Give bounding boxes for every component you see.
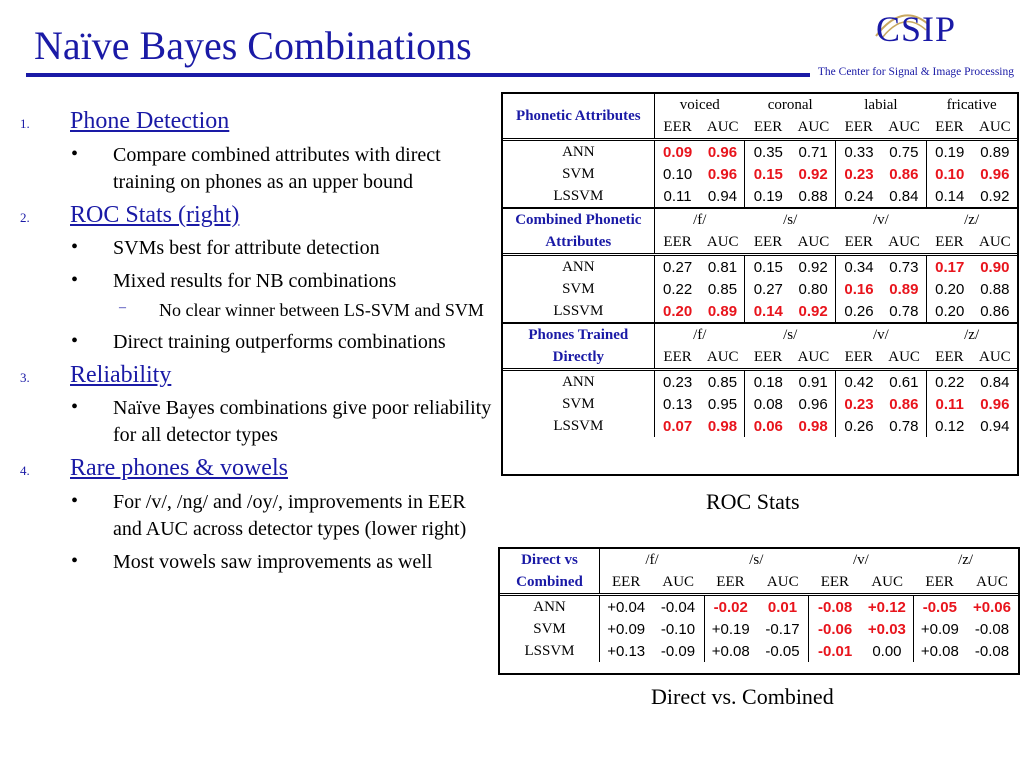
row-label: LSSVM bbox=[503, 300, 654, 323]
bullet-text: Most vowels saw improvements as well bbox=[113, 550, 433, 573]
bullet-item bbox=[20, 142, 498, 196]
roc-stats-table bbox=[503, 94, 1017, 437]
table-cell: 0.92 bbox=[791, 163, 835, 185]
table-cell: 0.20 bbox=[654, 300, 700, 323]
table-cell: 0.14 bbox=[745, 300, 791, 323]
table-row bbox=[503, 278, 1017, 300]
row-label: LSSVM bbox=[503, 415, 654, 437]
group-header: fricative bbox=[946, 96, 997, 113]
table-row bbox=[500, 618, 1018, 640]
outline-heading-text: Reliability bbox=[70, 361, 172, 388]
table-cell: 0.34 bbox=[844, 258, 874, 276]
table-cell: +0.08 bbox=[920, 642, 959, 660]
table-cell: 0.94 bbox=[701, 185, 745, 208]
table-cell: 0.19 bbox=[745, 185, 791, 208]
outline-number: 3. bbox=[20, 369, 30, 385]
sub-header: AUC bbox=[791, 346, 835, 370]
table-cell: +0.13 bbox=[607, 642, 646, 660]
table-cell: 0.26 bbox=[836, 300, 882, 323]
table-cell: 0.71 bbox=[791, 140, 835, 164]
sub-header: EER bbox=[809, 571, 862, 595]
outline-heading-text: Phone Detection bbox=[70, 108, 230, 134]
row-label: SVM bbox=[503, 393, 654, 415]
title-underline bbox=[26, 73, 810, 77]
row-label: ANN bbox=[500, 595, 599, 619]
group-header: coronal bbox=[767, 96, 813, 113]
table-cell: +0.19 bbox=[711, 620, 750, 638]
table-cell: 0.06 bbox=[753, 417, 783, 435]
bullet-dot-icon: • bbox=[71, 549, 79, 572]
outline-number: 4. bbox=[20, 463, 30, 479]
sub-header: EER bbox=[836, 116, 882, 140]
bullet-item bbox=[20, 268, 498, 295]
table-cell: 0.10 bbox=[663, 165, 693, 183]
bullet-dot-icon: • bbox=[71, 142, 79, 165]
table-cell: 0.15 bbox=[753, 258, 783, 276]
group-header: /v/ bbox=[873, 326, 889, 343]
group-header: voiced bbox=[679, 96, 720, 113]
table-cell: 0.09 bbox=[663, 143, 693, 161]
bullet-item bbox=[20, 489, 498, 543]
bullet-dot-icon: • bbox=[71, 329, 79, 352]
outline-heading-text: Rare phones & vowels bbox=[70, 455, 288, 482]
group-header: /f/ bbox=[645, 551, 659, 568]
logo-mark: CSIP bbox=[876, 9, 957, 49]
group-header: /z/ bbox=[964, 326, 980, 343]
sub-header: AUC bbox=[882, 346, 926, 370]
table-cell: 0.27 bbox=[753, 280, 783, 298]
direct-vs-combined-caption: Direct vs. Combined bbox=[651, 684, 834, 709]
table-cell: 0.95 bbox=[701, 393, 745, 415]
table-cell: 0.27 bbox=[663, 258, 693, 276]
table-cell: 0.11 bbox=[935, 395, 964, 413]
table-cell: +0.09 bbox=[920, 620, 959, 638]
table-cell: 0.80 bbox=[791, 278, 835, 300]
table-row bbox=[503, 185, 1017, 208]
table-cell: 0.08 bbox=[753, 395, 783, 413]
table-cell: 0.18 bbox=[753, 373, 783, 391]
table-cell: 0.11 bbox=[654, 185, 700, 208]
table-cell: 0.96 bbox=[701, 140, 745, 164]
sub-header: EER bbox=[704, 571, 757, 595]
bullet-text: Mixed results for NB combinations bbox=[113, 270, 397, 293]
bullet-dot-icon: • bbox=[71, 269, 79, 292]
group-header: /f/ bbox=[693, 326, 707, 343]
table-row bbox=[503, 300, 1017, 323]
group-header: /z/ bbox=[958, 551, 974, 568]
row-label: SVM bbox=[500, 618, 599, 640]
roc-stats-caption: ROC Stats bbox=[706, 489, 800, 514]
outline-list bbox=[20, 108, 498, 582]
sub-header: EER bbox=[836, 231, 882, 255]
table-cell: +0.06 bbox=[973, 598, 1011, 616]
table-cell: 0.22 bbox=[935, 373, 965, 391]
dash-icon: – bbox=[119, 300, 126, 316]
table-cell: 0.42 bbox=[844, 373, 874, 391]
table-row bbox=[503, 393, 1017, 415]
sub-header: EER bbox=[654, 346, 700, 370]
section-label: Direct vs Combined bbox=[500, 549, 599, 595]
table-cell: -0.17 bbox=[757, 618, 809, 640]
section-label: Combined Phonetic Attributes bbox=[503, 208, 654, 255]
table-cell: 0.26 bbox=[844, 417, 874, 435]
table-cell: 0.88 bbox=[980, 280, 1010, 298]
table-cell: 0.10 bbox=[935, 165, 965, 183]
sub-header: EER bbox=[926, 346, 972, 370]
sub-header: AUC bbox=[652, 571, 704, 595]
table-group-header-row bbox=[503, 208, 1017, 231]
table-row bbox=[503, 163, 1017, 185]
table-row bbox=[503, 415, 1017, 437]
table-cell: +0.12 bbox=[861, 595, 913, 619]
direct-vs-combined-table bbox=[500, 549, 1018, 662]
sub-header: AUC bbox=[757, 571, 809, 595]
table-cell: 0.92 bbox=[791, 300, 835, 323]
group-header: /s/ bbox=[783, 326, 798, 343]
table-cell: 0.12 bbox=[935, 417, 965, 435]
csip-logo bbox=[817, 6, 1020, 82]
sub-bullet-item bbox=[20, 299, 498, 322]
section-label: Phonetic Attributes bbox=[503, 94, 654, 140]
table-cell: 0.84 bbox=[980, 373, 1010, 391]
table-group-header-row bbox=[503, 94, 1017, 116]
logo-subtitle: The Center for Signal & Image Processing bbox=[817, 66, 1014, 78]
group-header: /v/ bbox=[873, 211, 889, 228]
sub-header: EER bbox=[926, 231, 972, 255]
outline-heading bbox=[20, 455, 498, 483]
table-row bbox=[503, 370, 1017, 394]
sub-header: AUC bbox=[701, 116, 745, 140]
outline-number: 2. bbox=[20, 209, 30, 225]
bullet-text: SVMs best for attribute detection bbox=[113, 237, 380, 260]
sub-header: AUC bbox=[882, 116, 926, 140]
row-label: LSSVM bbox=[500, 640, 599, 662]
table-cell: 0.23 bbox=[844, 395, 874, 413]
table-cell: 0.86 bbox=[882, 393, 926, 415]
table-cell: 0.33 bbox=[844, 143, 874, 161]
bullet-text: Naïve Bayes combinations give poor reliability for all detector types bbox=[113, 397, 492, 447]
sub-header: AUC bbox=[791, 116, 835, 140]
table-cell: 0.96 bbox=[980, 395, 1010, 413]
table-cell: -0.05 bbox=[922, 598, 957, 616]
table-cell: 0.85 bbox=[701, 278, 745, 300]
table-cell: 0.73 bbox=[882, 255, 926, 279]
table-cell: 0.92 bbox=[791, 255, 835, 279]
table-cell: 0.89 bbox=[980, 143, 1010, 161]
bullet-item bbox=[20, 395, 498, 449]
table-row bbox=[503, 255, 1017, 279]
bullet-text: Direct training outperforms combinations bbox=[113, 330, 446, 353]
table-cell: 0.23 bbox=[663, 373, 693, 391]
table-cell: +0.08 bbox=[711, 642, 750, 660]
table-cell: 0.91 bbox=[791, 370, 835, 394]
sub-header: AUC bbox=[861, 571, 913, 595]
table-cell: 0.78 bbox=[882, 415, 926, 437]
table-cell: 0.75 bbox=[882, 140, 926, 164]
row-label: ANN bbox=[503, 255, 654, 279]
sub-header: AUC bbox=[973, 231, 1017, 255]
group-header: labial bbox=[864, 96, 898, 113]
table-cell: 0.35 bbox=[753, 143, 783, 161]
table-cell: 0.01 bbox=[757, 595, 809, 619]
table-cell: -0.09 bbox=[652, 640, 704, 662]
row-label: ANN bbox=[503, 140, 654, 164]
table-cell: -0.01 bbox=[818, 642, 853, 660]
row-label: SVM bbox=[503, 278, 654, 300]
table-cell: 0.88 bbox=[791, 185, 835, 208]
table-cell: 0.00 bbox=[861, 640, 913, 662]
sub-header: AUC bbox=[966, 571, 1018, 595]
sub-header: EER bbox=[654, 116, 700, 140]
table-cell: 0.61 bbox=[882, 370, 926, 394]
bullet-item bbox=[20, 329, 498, 356]
table-cell: 0.98 bbox=[701, 415, 745, 437]
sub-header: EER bbox=[599, 571, 652, 595]
table-cell: -0.04 bbox=[652, 595, 704, 619]
table-group-header-row bbox=[500, 549, 1018, 571]
row-label: SVM bbox=[503, 163, 654, 185]
sub-header: EER bbox=[745, 116, 791, 140]
outline-heading bbox=[20, 362, 498, 390]
bullet-text: Compare combined attributes with direct training on phones as an upper bound bbox=[113, 143, 441, 193]
table-cell: 0.98 bbox=[791, 415, 835, 437]
sub-header: EER bbox=[654, 231, 700, 255]
table-cell: 0.16 bbox=[844, 280, 874, 298]
table-cell: 0.19 bbox=[935, 143, 965, 161]
table-cell: -0.08 bbox=[974, 642, 1010, 660]
outline-heading-text: ROC Stats (right) bbox=[70, 201, 240, 228]
table-cell: -0.10 bbox=[652, 618, 704, 640]
table-cell: 0.84 bbox=[882, 185, 926, 208]
table-cell: 0.20 bbox=[935, 280, 965, 298]
sub-header: EER bbox=[745, 346, 791, 370]
bullet-item bbox=[20, 549, 498, 576]
table-row bbox=[500, 640, 1018, 662]
sub-header: EER bbox=[836, 346, 882, 370]
table-cell: 0.92 bbox=[973, 185, 1017, 208]
table-cell: 0.86 bbox=[973, 300, 1017, 323]
table-cell: 0.22 bbox=[663, 280, 693, 298]
table-cell: 0.78 bbox=[882, 300, 926, 323]
sub-header: AUC bbox=[973, 116, 1017, 140]
table-cell: 0.81 bbox=[701, 255, 745, 279]
sub-bullet-text: No clear winner between LS-SVM and SVM bbox=[159, 300, 484, 321]
table-row bbox=[500, 595, 1018, 619]
table-cell: -0.08 bbox=[974, 620, 1010, 638]
table-cell: 0.89 bbox=[882, 278, 926, 300]
table-cell: 0.23 bbox=[844, 165, 874, 183]
table-cell: 0.20 bbox=[926, 300, 972, 323]
row-label: LSSVM bbox=[503, 185, 654, 208]
sub-header: AUC bbox=[882, 231, 926, 255]
group-header: /v/ bbox=[852, 551, 869, 568]
table-cell: -0.02 bbox=[713, 598, 748, 616]
table-cell: -0.08 bbox=[818, 598, 853, 616]
table-cell: -0.05 bbox=[757, 640, 809, 662]
outline-number: 1. bbox=[20, 116, 30, 131]
table-cell: -0.06 bbox=[818, 620, 853, 638]
table-cell: 0.85 bbox=[701, 370, 745, 394]
group-header: /s/ bbox=[749, 551, 764, 568]
group-header: /z/ bbox=[964, 211, 980, 228]
sub-header: AUC bbox=[791, 231, 835, 255]
outline-heading bbox=[20, 202, 498, 230]
table-cell: +0.03 bbox=[861, 618, 913, 640]
bullet-item bbox=[20, 235, 498, 262]
table-cell: 0.15 bbox=[753, 165, 783, 183]
outline-heading bbox=[20, 108, 498, 136]
bullet-dot-icon: • bbox=[71, 489, 79, 512]
table-cell: +0.04 bbox=[607, 598, 646, 616]
bullet-dot-icon: • bbox=[71, 236, 79, 259]
table-cell: 0.07 bbox=[663, 417, 693, 435]
table-cell: 0.96 bbox=[791, 393, 835, 415]
table-cell: 0.89 bbox=[701, 300, 745, 323]
table-row bbox=[503, 140, 1017, 164]
sub-header: AUC bbox=[701, 231, 745, 255]
sub-header: EER bbox=[745, 231, 791, 255]
bullet-text: For /v/, /ng/ and /oy/, improvements in EER and AUC across detector types (lower right) bbox=[113, 490, 467, 540]
table-group-header-row bbox=[503, 323, 1017, 346]
table-cell: 0.96 bbox=[980, 165, 1010, 183]
sub-header: AUC bbox=[701, 346, 745, 370]
group-header: /f/ bbox=[693, 211, 707, 228]
table-cell: 0.17 bbox=[935, 258, 965, 276]
section-label: Phones Trained Directly bbox=[503, 323, 654, 370]
table-cell: 0.94 bbox=[980, 417, 1010, 435]
sub-header: AUC bbox=[973, 346, 1017, 370]
table-cell: 0.24 bbox=[836, 185, 882, 208]
bullet-dot-icon: • bbox=[71, 396, 79, 419]
slide-title: Naïve Bayes Combinations bbox=[34, 23, 472, 68]
row-label: ANN bbox=[503, 370, 654, 394]
group-header: /s/ bbox=[783, 211, 798, 228]
table-cell: 0.96 bbox=[701, 163, 745, 185]
sub-header: EER bbox=[913, 571, 966, 595]
table-cell: 0.14 bbox=[926, 185, 972, 208]
table-cell: 0.86 bbox=[882, 163, 926, 185]
table-cell: 0.90 bbox=[980, 258, 1010, 276]
sub-header: EER bbox=[926, 116, 972, 140]
table-cell: +0.09 bbox=[607, 620, 646, 638]
table-cell: 0.13 bbox=[663, 395, 693, 413]
